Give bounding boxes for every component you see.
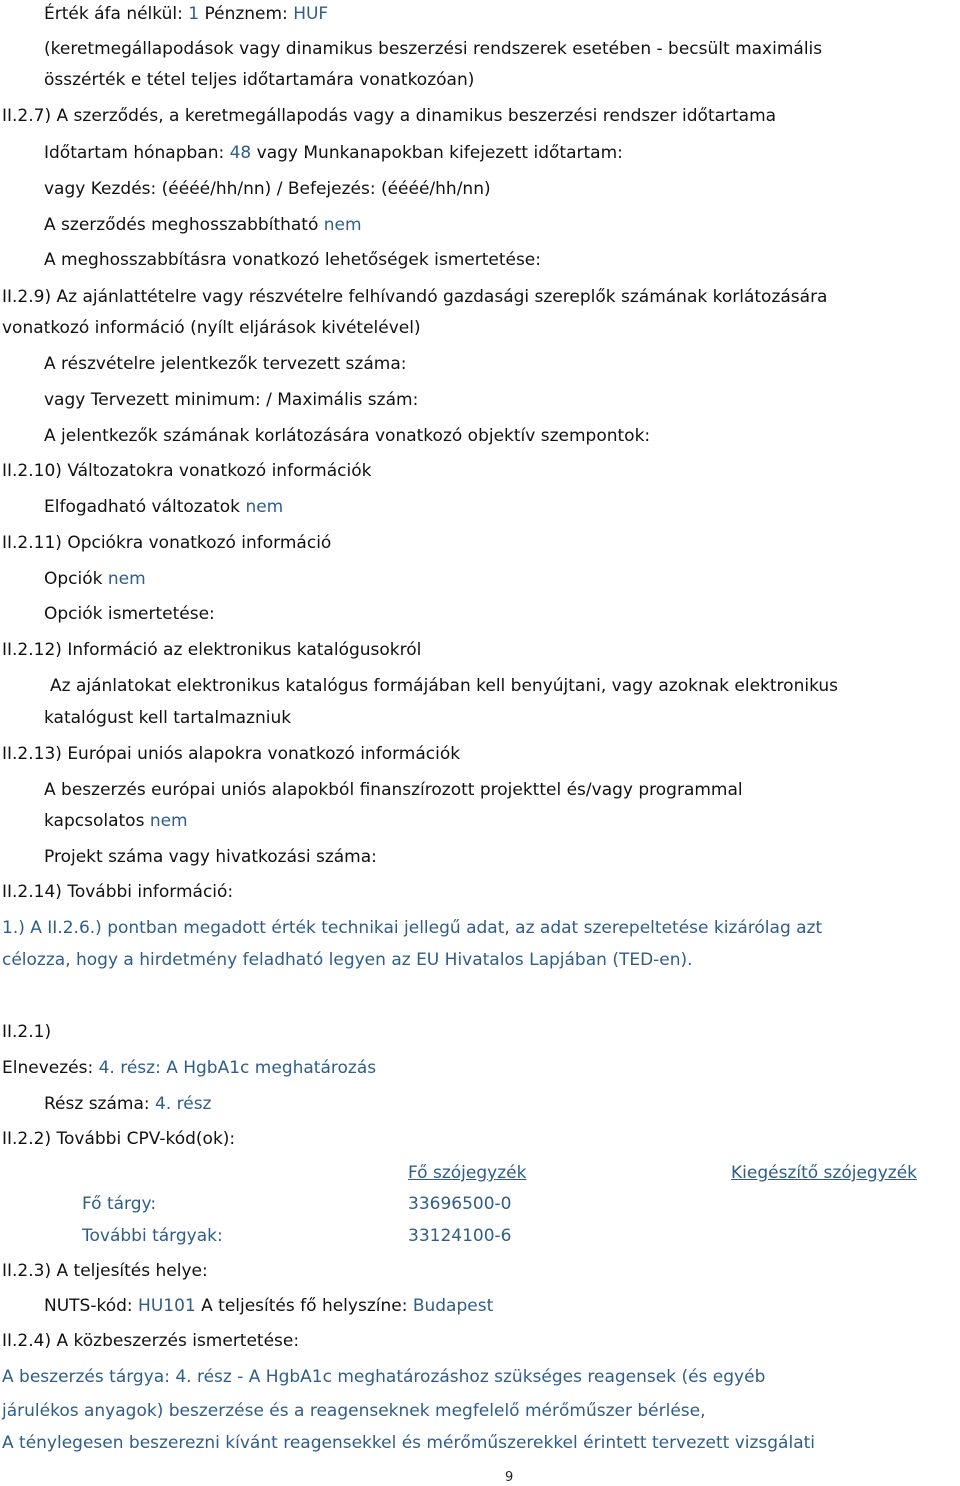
text-line: összérték e tétel teljes időtartamára vonatkozóan) <box>44 70 475 90</box>
text-line: katalógust kell tartalmazniuk <box>44 708 292 728</box>
lot-title-value: 4. rész: A HgbA1c meghatározás <box>98 1058 377 1078</box>
section-heading: II.2.12) Információ az elektronikus katalógusokról <box>2 640 422 660</box>
main-site-value: Budapest <box>412 1296 494 1316</box>
section-heading: II.2.1) <box>2 1022 52 1042</box>
section-heading: II.2.11) Opciókra vonatkozó információ <box>2 533 332 553</box>
main-object-label: Fő tárgy: <box>82 1194 157 1214</box>
text-line: A részvételre jelentkezők tervezett száma: <box>44 354 407 374</box>
eu-funds-value: nem <box>149 811 188 831</box>
section-heading: II.2.10) Változatokra vonatkozó információk <box>2 461 372 481</box>
main-vocabulary-header: Fő szójegyzék <box>408 1163 527 1183</box>
text-line: vagy Tervezett minimum: / Maximális szám: <box>44 390 419 410</box>
text-line: vonatkozó információ (nyílt eljárások kivételével) <box>2 318 421 338</box>
text-line: Az ajánlatokat elektronikus katalógus formájában kell benyújtani, vagy azoknak elektronikus <box>50 676 839 696</box>
options-value: nem <box>107 569 146 589</box>
section-heading: II.2.4) A közbeszerzés ismertetése: <box>2 1331 300 1351</box>
text-line: A meghosszabbításra vonatkozó lehetőségek ismertetése: <box>44 250 541 270</box>
additional-info-text: célozza, hogy a hirdetmény feladható legyen az EU Hivatalos Lapjában (TED-en). <box>2 950 693 970</box>
text-line: Opciók ismertetése: <box>44 604 215 624</box>
variants-line: Elfogadható változatok nem <box>44 497 284 517</box>
text-line: vagy Kezdés: (éééé/hh/nn) / Befejezés: (éééé/hh/nn) <box>44 179 491 199</box>
text-line: A beszerzés európai uniós alapokból finanszírozott projekttel és/vagy programmal <box>44 780 743 800</box>
options-line: Opciók nem <box>44 569 146 589</box>
supplementary-vocabulary-header: Kiegészítő szójegyzék <box>731 1163 917 1183</box>
section-heading: II.2.9) Az ajánlattételre vagy részvételre felhívandó gazdasági szereplők számának korlátozására <box>2 287 828 307</box>
description-text: A beszerzés tárgya: 4. rész - A HgbA1c meghatározáshoz szükséges reagensek (és egyéb <box>2 1367 766 1387</box>
extension-value: nem <box>323 215 362 235</box>
value-amount: 1 <box>188 4 200 24</box>
extension-line: A szerződés meghosszabbítható nem <box>44 215 362 235</box>
text-line: Projekt száma vagy hivatkozási száma: <box>44 847 377 867</box>
additional-info-text: 1.) A II.2.6.) pontban megadott érték technikai jellegű adat, az adat szerepeltetése kizárólag azt <box>2 918 823 938</box>
section-heading: II.2.7) A szerződés, a keretmegállapodás vagy a dinamikus beszerzési rendszer időtartama <box>2 106 777 126</box>
section-heading: II.2.13) Európai uniós alapokra vonatkozó információk <box>2 744 461 764</box>
additional-objects-cpv: 33124100-6 <box>408 1226 512 1246</box>
text-line: A jelentkezők számának korlátozására vonatkozó objektív szempontok: <box>44 426 651 446</box>
section-heading: II.2.14) További információ: <box>2 882 234 902</box>
lot-number-line: Rész száma: 4. rész <box>44 1094 212 1114</box>
page-number: 9 <box>505 1470 514 1485</box>
value-without-vat-line: Érték áfa nélkül: 1 Pénznem: HUF <box>44 4 329 24</box>
section-heading: II.2.2) További CPV-kód(ok): <box>2 1129 236 1149</box>
nuts-code-value: HU101 <box>138 1296 196 1316</box>
description-text: A ténylegesen beszerezni kívánt reagensekkel és mérőműszerekkel érintett tervezett vizsgálati <box>2 1433 816 1453</box>
currency-value: HUF <box>293 4 329 24</box>
main-object-cpv: 33696500-0 <box>408 1194 512 1214</box>
description-text: járulékos anyagok) beszerzése és a reagenseknek megfelelő mérőműszer bérlése, <box>2 1401 706 1421</box>
duration-line: Időtartam hónapban: 48 vagy Munkanapokban kifejezett időtartam: <box>44 143 623 163</box>
nuts-line: NUTS-kód: HU101 A teljesítés fő helyszíne: Budapest <box>44 1296 494 1316</box>
additional-objects-label: További tárgyak: <box>82 1226 223 1246</box>
text-line: (keretmegállapodások vagy dinamikus beszerzési rendszerek esetében - becsült maximális <box>44 39 823 59</box>
variants-value: nem <box>245 497 284 517</box>
section-heading: II.2.3) A teljesítés helye: <box>2 1261 208 1281</box>
title-line: Elnevezés: 4. rész: A HgbA1c meghatározás <box>2 1058 377 1078</box>
lot-number-value: 4. rész <box>155 1094 212 1114</box>
eu-funds-line: kapcsolatos nem <box>44 811 188 831</box>
duration-months-value: 48 <box>229 143 252 163</box>
